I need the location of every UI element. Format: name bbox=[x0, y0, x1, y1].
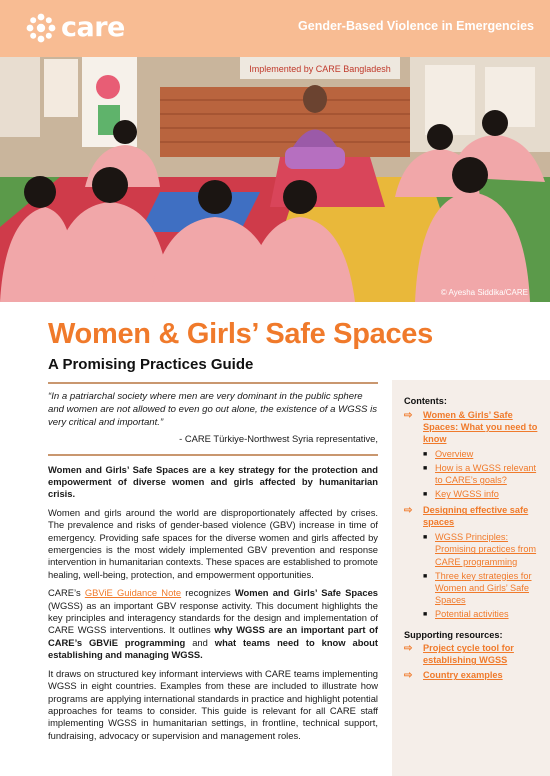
toc-link-principles[interactable]: WGSS Principles: Promising practices from CARE programming bbox=[435, 532, 537, 567]
arrow-right-icon: ⇨ bbox=[404, 505, 413, 517]
square-bullet-icon: ■ bbox=[423, 465, 428, 472]
header-band bbox=[0, 0, 550, 57]
square-bullet-icon: ■ bbox=[423, 491, 428, 499]
toc-subitem[interactable] bbox=[423, 570, 540, 606]
toc-link-potential-activities[interactable]: Potential activities bbox=[435, 609, 509, 620]
photo-credit: © Ayesha Siddika/CARE bbox=[440, 288, 528, 297]
toc-sublist-2 bbox=[423, 531, 540, 620]
banner-text: Implemented by CARE Bangladesh bbox=[249, 64, 391, 74]
toc-link-key-info[interactable]: Key WGSS info bbox=[435, 489, 499, 500]
page-subtitle: A Promising Practices Guide bbox=[48, 356, 254, 373]
toc-subitem[interactable] bbox=[423, 488, 540, 500]
pull-quote: “In a patriarchal society where men are very dominant in the public sphere and women are not allowed to even go out alone, the existence of a WGSS is very critical and important.” bbox=[48, 391, 378, 429]
arrow-right-icon: ⇨ bbox=[404, 643, 413, 655]
body-paragraph-1: Women and girls around the world are disproportionately affected by crises. The prevalence and risks of gender-based violence (GBV) increase in time of emergency. Providing safe spaces for the diverse women and girls affected by emergencies is the most widely implemented GBV prevention and response intervention in humanitarian contexts. These spaces are established to promote healing, well-being, protection, and empowerment opportunities. bbox=[48, 506, 378, 580]
toc-sublist-1 bbox=[423, 448, 540, 501]
toc-link-relevance[interactable]: How is a WGSS relevant to CARE’s goals? bbox=[435, 463, 537, 486]
page-title: Women & Girls’ Safe Spaces bbox=[48, 318, 433, 350]
header-title: Gender-Based Violence in Emergencies bbox=[298, 19, 534, 33]
care-logo[interactable] bbox=[24, 11, 125, 45]
arrow-right-icon: ⇨ bbox=[404, 670, 413, 682]
gbvie-guidance-link[interactable]: GBViE Guidance Note bbox=[84, 587, 182, 599]
toc-link-designing-safe-spaces[interactable]: Designing effective safe spaces bbox=[423, 505, 529, 528]
square-bullet-icon: ■ bbox=[423, 611, 428, 619]
toc-link-three-strategies[interactable]: Three key strategies for Women and Girls’ Safe Spaces bbox=[435, 570, 532, 606]
lead-paragraph: Women and Girls’ Safe Spaces are a key strategy for the protection and empowerment of diverse women and girls affected by humanitarian crisis. bbox=[48, 463, 378, 500]
care-logo-text: care bbox=[61, 12, 125, 43]
toc-section-2[interactable] bbox=[404, 505, 540, 529]
main-column bbox=[48, 390, 378, 742]
quote-attribution: - CARE Türkiye-Northwest Syria representative, bbox=[179, 432, 378, 444]
resource-item[interactable] bbox=[404, 670, 540, 682]
toc-section-1[interactable] bbox=[404, 410, 540, 446]
quote-divider bbox=[48, 454, 378, 456]
toc-link-overview[interactable]: Overview bbox=[435, 448, 474, 459]
resources-heading: Supporting resources: bbox=[404, 630, 503, 641]
toc-link-what-you-need-to-know[interactable]: Women & Girls’ Safe Spaces: What you need to know bbox=[423, 410, 538, 444]
hero-photo bbox=[0, 57, 550, 302]
body-paragraph-2: CARE’s GBViE Guidance Note recognizes Women and Girls’ Safe Spaces (WGSS) as an important GBV response activity. This document highlights the key principles and interagency standards for the design and implementation of CARE WGSS interventions. It outlines why WGSS are an important part of CARE’s GBViE programming and what teams need to know about establishing and managing WGSS. bbox=[48, 587, 379, 661]
body-paragraph-3: It draws on structured key informant interviews with CARE teams implementing WGSS in eight countries. Examples from these are included to illustrate how programs are applying international standards in practice and highlight potential approaches for teams to consider. This guide is relevant for all CARE staff implementing WGSS in humanitarian settings, in frontline, technical support, fundraising, advocacy or supervision and management roles. bbox=[48, 667, 378, 741]
hero-photo-illustration bbox=[0, 57, 550, 302]
resource-item[interactable] bbox=[404, 643, 540, 667]
resource-link-project-cycle-tool[interactable]: Project cycle tool for establishing WGSS bbox=[423, 643, 514, 666]
toc-subitem[interactable] bbox=[423, 448, 540, 460]
arrow-right-icon: ⇨ bbox=[404, 410, 413, 421]
contents-heading: Contents: bbox=[404, 396, 447, 406]
square-bullet-icon: ■ bbox=[423, 450, 428, 458]
toc-subitem[interactable] bbox=[423, 608, 540, 620]
square-bullet-icon: ■ bbox=[423, 534, 428, 542]
square-bullet-icon: ■ bbox=[423, 572, 428, 580]
toc-subitem[interactable] bbox=[423, 462, 540, 486]
care-logo-icon bbox=[24, 11, 58, 45]
contents-sidebar bbox=[392, 380, 550, 776]
toc-subitem[interactable] bbox=[423, 531, 540, 567]
title-divider bbox=[48, 382, 378, 384]
resource-link-country-examples[interactable]: Country examples bbox=[423, 670, 503, 681]
